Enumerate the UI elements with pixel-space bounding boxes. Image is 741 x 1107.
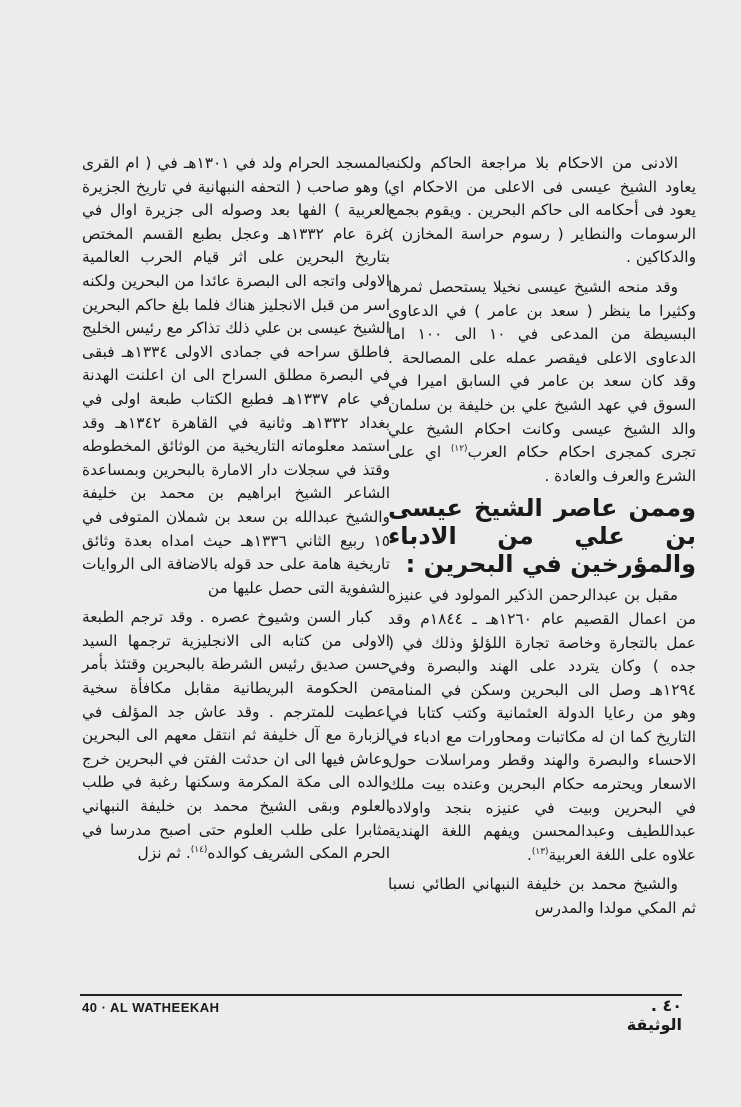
paragraph-text: . — [526, 845, 532, 864]
paragraph: والشيخ محمد بن خليفة النبهاني الطائي نسبا ثم المكي مولدا والمدرس — [388, 875, 696, 918]
section-heading: وممن عاصر الشيخ عيسى بن علي من الادباء والمؤرخين في البحرين : — [388, 494, 696, 579]
footer-page-label-arabic: ٤٠ . الوثيقة — [626, 996, 682, 1034]
paragraph-text: مقبل بن عبدالرحمن الذكير المولود في عنيزه من اعمال القصيم عام ١٢٦٠هـ ـ ١٨٤٤م وقد عمل بالتجارة وخاصة تجارة اللؤلؤ وذلك في ( جده ) وكان يتردد على الهند والبصرة وفي ١٢٩٤هـ وصل الى البحرين وسكن في المنامة وهو من رعايا الدولة العثمانية وكتب كتابا في التاريخ كما ان له مكاتبات ومحاورات مع ادباء في الاحساء والبصرة والهند وقطر ومراسلات حول الاسعار ويحترمه حكام البحرين وعنده بيت ملك في البحرين وبيت في عنيزه بنجد واولاده عبداللطيف وعبدالمحسن ويفهم اللغة الهندية علاوه على اللغة العربية — [388, 586, 697, 864]
paragraph — [388, 584, 696, 867]
footer-page-label-latin: 40 · AL WATHEEKAH — [82, 1000, 220, 1015]
footnote-ref: (١٤) — [190, 845, 208, 856]
paragraph-text: . ثم نزل — [137, 844, 191, 863]
footnote-ref: (١٣) — [531, 846, 549, 857]
right-column — [388, 152, 696, 927]
paragraph-text: كبار السن وشيوخ عصره . وقد ترجم الطبعة الاولى من كتابه الى الانجليزية ترجمها السيد حسن صديق رئيس الشرطة بالبحرين وقتئذ بأمر من الحكومة البريطانية مقابل مكافأة سخية اعطيت للمترجم . وقد عاش جد المؤلف في الزبارة مع آل خليفة ثم انتقل معهم الى البحرين وعاش فيها الى ان حدثت الفتن في البحرين خرج والده الى مكة المكرمة وسكنها رغبة في طلب العلوم وبقى الشيخ محمد بن خليفة النبهاني مثابرا على طلب العلوم حتى اصبح مدرسا في الحرم المكى الشريف كوالده — [82, 608, 390, 863]
left-column — [82, 152, 390, 872]
paragraph: بالمسجد الحرام ولد في ١٣٠١هـ في ( ام القرى ) وهو صاحب ( التحفه النبهانية في تاريخ الجزيرة العربية ) الفها بعد وصوله الى جزيرة اوال في غرة عام ١٣٣٢هـ وعجل بطبع القسم المختص بتاريخ البحرين على اثر قيام الحرب العالمية الاولى واتجه الى البصرة عائدا من البحرين ولكنه اسر من قبل الانجليز هناك فلما بلغ حاكم البحرين الشيخ عيسى بن علي ذلك تذاكر مع رئيس الخليج فاطلق سراحه في جمادى الاولى ١٣٣٤هـ فبقى في البصرة مطلق السراح الى ان اعلنت الهدنة في عام ١٣٣٧هـ فطبع الكتاب طبعة اولى في بغداد ١٣٣٢هـ وثانية في القاهرة ١٣٤٢هـ وقد استمد معلوماته التاريخية من الوثائق المخطوطه وقتذ في سجلات دار الامارة بالبحرين وبمساعدة الشاعر الشيخ ابراهيم بن محمد بن خليفة والشيخ عبدالله بن سعد بن شملان المتوفى في ١٥ ربيع الثاني ١٣٣٦هـ حيث امداه بعدة وثائق تاريخية هامة على حد قوله بالاضافة الى الروايات الشفوية التى حصل عليها من — [82, 154, 391, 597]
paragraph — [82, 606, 390, 866]
paragraph: الادنى من الاحكام بلا مراجعة الحاكم ولكنه يعاود الشيخ عيسى فى الاعلى من الاحكام اي يعود فى أحكامه الى حاكم البحرين . ويقوم بجمع الرسومات والنطاير ( رسوم حراسة المخازن ) والدكاكين . — [388, 154, 696, 267]
footnote-ref: (١٢) — [450, 444, 468, 454]
paragraph — [388, 276, 696, 488]
paragraph-text: اي على الشرع والعرف والعادة . — [388, 443, 696, 485]
paragraph-text: وقد منحه الشيخ عيسى نخيلا يستحصل ثمرها وكثيرا ما ينظر ( سعد بن عامر ) في الدعاوى البسيطة من المدعى في ١٠ الى ١٠٠ اما الدعاوى الاعلى فيقصر عمله على المصالحة . وقد كان سعد بن عامر في السابق اميرا في السوق في عهد الشيخ علي بن خليفة بن سلمان والد الشيخ عيسى وكانت احكام الشيخ علي تجرى كمجرى احكام حكام العرب — [388, 277, 696, 462]
